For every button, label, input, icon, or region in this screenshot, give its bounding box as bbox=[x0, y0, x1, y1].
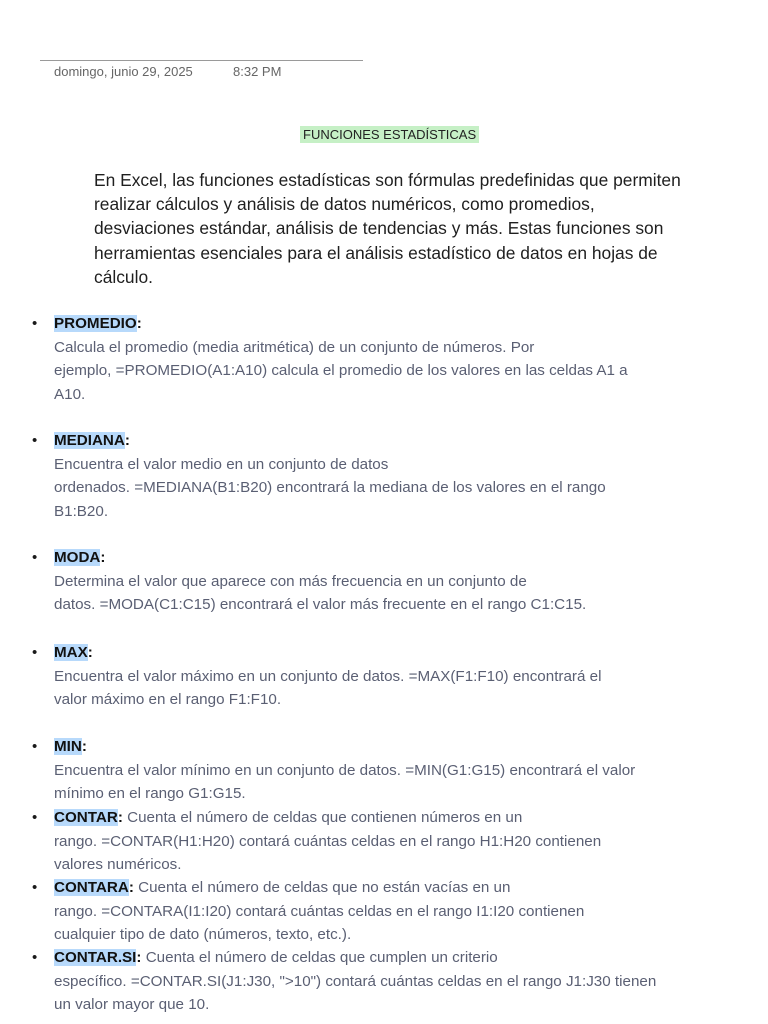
function-desc-line: A10. bbox=[54, 385, 86, 403]
function-desc-line: Encuentra el valor mínimo en un conjunto de datos. =MIN(G1:G15) encontrará el valor bbox=[54, 761, 636, 779]
function-desc-line: Encuentra el valor máximo en un conjunto de datos. =MAX(F1:F10) encontrará el bbox=[54, 667, 602, 685]
bullet: • bbox=[32, 644, 38, 661]
function-name: CONTAR bbox=[54, 809, 118, 826]
function-desc-line: ordenados. =MEDIANA(B1:B20) encontrará la mediana de los valores en el rango bbox=[54, 479, 606, 496]
function-desc-line: un valor mayor que 10. bbox=[54, 996, 210, 1013]
page-title: FUNCIONES ESTADÍSTICAS bbox=[300, 126, 479, 143]
function-desc-line: Calcula el promedio (media aritmética) de un conjunto de números. Por bbox=[54, 338, 535, 356]
bullet: • bbox=[32, 315, 38, 332]
bullet: • bbox=[32, 432, 38, 449]
bullet: • bbox=[32, 949, 38, 966]
list-item: • CONTARA: Cuenta el número de celdas que no están vacías en un rango. =CONTARA(I1:I20) contará cuántas celdas en el rango I1:I20 contienen cualquier tipo de dato (números, texto, etc.). bbox=[54, 876, 704, 947]
function-desc-line: mínimo en el rango G1:G15. bbox=[54, 785, 246, 802]
function-name: MODA bbox=[54, 549, 101, 566]
list-item: • CONTAR: Cuenta el número de celdas que contienen números en un rango. =CONTAR(H1:H20) contará cuántas celdas en el rango H1:H20 contienen valores numéricos. bbox=[54, 806, 704, 877]
function-desc-line: Cuenta el número de celdas que no están vacías en un bbox=[138, 879, 511, 896]
function-desc-line: Cuenta el número de celdas que cumplen un criterio bbox=[145, 949, 498, 966]
function-desc-line: Determina el valor que aparece con más frecuencia en un conjunto de bbox=[54, 572, 527, 590]
list-item: • CONTAR.SI: Cuenta el número de celdas que cumplen un criterio específico. =CONTAR.SI(J1:J30, ">10") contará cuántas celdas en el rango J1:J30 tienen un valor mayor que 10. bbox=[54, 946, 704, 1017]
header-rule bbox=[40, 60, 363, 61]
list-item: • MODA: Determina el valor que aparece con más frecuencia en un conjunto de datos. =MODA(C1:C15) encontrará el valor más frecuente en el rango C1:C15. bbox=[54, 546, 704, 617]
bullet: • bbox=[32, 809, 38, 826]
function-name: MAX bbox=[54, 644, 88, 661]
function-desc-line: cualquier tipo de dato (números, texto, etc.). bbox=[54, 926, 352, 943]
function-desc-line: Cuenta el número de celdas que contienen números en un bbox=[127, 809, 523, 826]
function-name: CONTAR.SI bbox=[54, 949, 137, 966]
list-item: • PROMEDIO: Calcula el promedio (media aritmética) de un conjunto de números. Por ejemplo, =PROMEDIO(A1:A10) calcula el promedio de los valores en las celdas A1 a A10. bbox=[54, 312, 704, 406]
function-desc-line: datos. =MODA(C1:C15) encontrará el valor más frecuente en el rango C1:C15. bbox=[54, 596, 587, 613]
bullet: • bbox=[32, 549, 38, 566]
function-name: PROMEDIO bbox=[54, 315, 137, 332]
bullet: • bbox=[32, 738, 38, 755]
function-desc-line: rango. =CONTAR(H1:H20) contará cuántas celdas en el rango H1:H20 contienen bbox=[54, 832, 602, 850]
page-time: 8:32 PM bbox=[233, 64, 282, 79]
function-name: CONTARA bbox=[54, 879, 129, 896]
function-desc-line: Encuentra el valor medio en un conjunto de datos bbox=[54, 455, 389, 473]
function-desc-line: ejemplo, =PROMEDIO(A1:A10) calcula el promedio de los valores en las celdas A1 a bbox=[54, 362, 628, 379]
function-desc-line: valor máximo en el rango F1:F10. bbox=[54, 691, 282, 708]
bullet: • bbox=[32, 879, 38, 896]
function-name: MEDIANA bbox=[54, 432, 125, 449]
list-item: • MIN: Encuentra el valor mínimo en un conjunto de datos. =MIN(G1:G15) encontrará el valor mínimo en el rango G1:G15. bbox=[54, 735, 704, 806]
function-desc-line: específico. =CONTAR.SI(J1:J30, ">10") contará cuántas celdas en el rango J1:J30 tienen bbox=[54, 972, 657, 990]
intro-paragraph: En Excel, las funciones estadísticas son fórmulas predefinidas que permiten realizar cálculos y análisis de datos numéricos, como promedios, desviaciones estándar, análisis de tendencias y más. Estas funciones son herramientas esenciales para el análisis estadístico de datos en hojas de cálculo. bbox=[94, 170, 681, 287]
function-desc-line: rango. =CONTARA(I1:I20) contará cuántas celdas en el rango I1:I20 contienen bbox=[54, 902, 585, 920]
list-item: • MAX: Encuentra el valor máximo en un conjunto de datos. =MAX(F1:F10) encontrará el valor máximo en el rango F1:F10. bbox=[54, 641, 704, 712]
page-date: domingo, junio 29, 2025 bbox=[54, 64, 193, 79]
function-desc-line: B1:B20. bbox=[54, 502, 109, 520]
function-desc-line: valores numéricos. bbox=[54, 856, 182, 873]
list-item: • MEDIANA: Encuentra el valor medio en un conjunto de datos ordenados. =MEDIANA(B1:B20) encontrará la mediana de los valores en el rango B1:B20. bbox=[54, 429, 704, 523]
function-name: MIN bbox=[54, 738, 82, 755]
